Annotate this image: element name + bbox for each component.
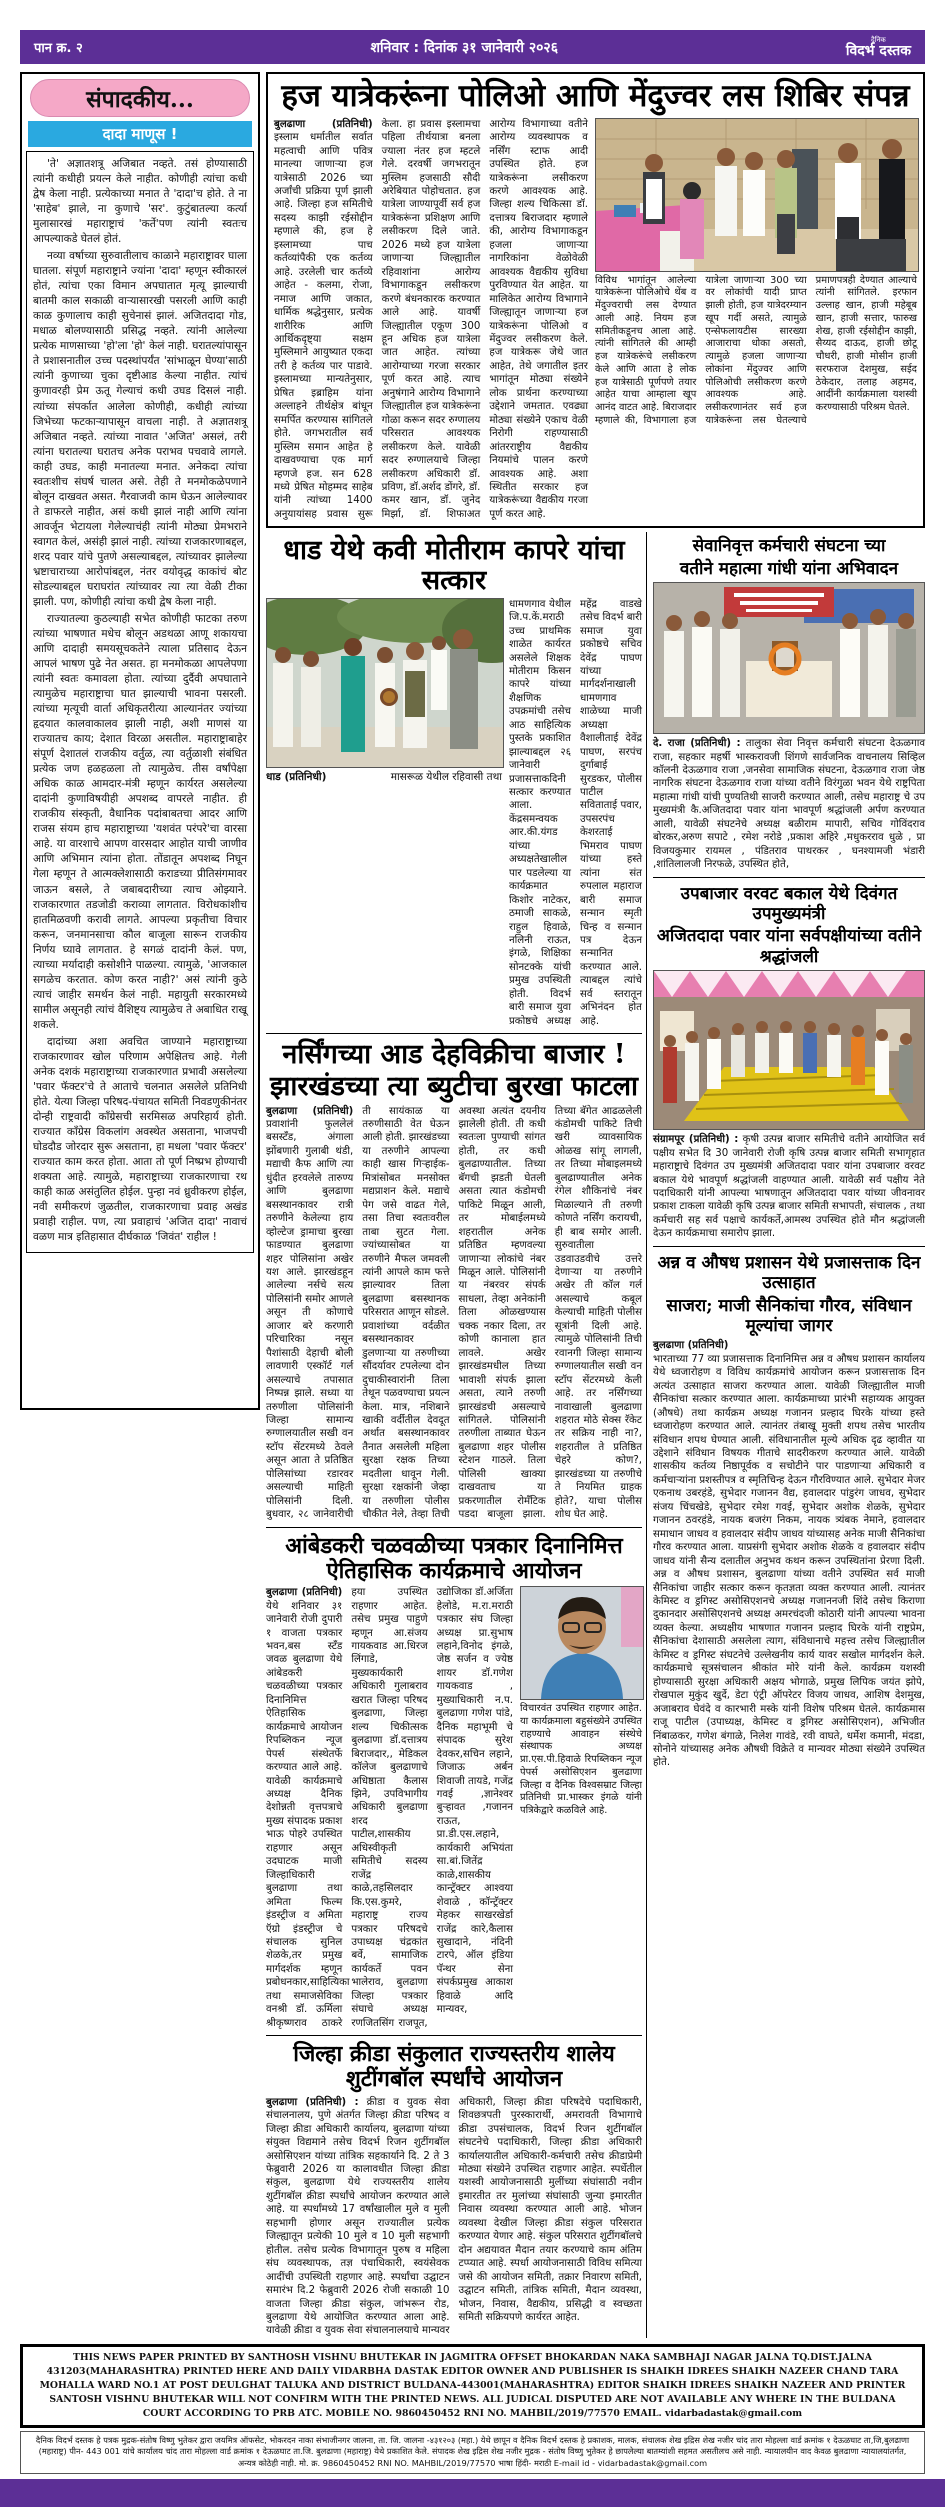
seva-dateline: दे. राजा (प्रतिनिधी) : <box>653 738 741 750</box>
page-header-bar <box>20 30 925 64</box>
photo-upbazar-tribute <box>653 970 925 1130</box>
masthead-daily-label: दैनिक <box>871 35 886 44</box>
haj-headline: हज यात्रेकरूंना पोलिओ आणि मेंदुज्वर लस शिबिर संपन्न <box>281 78 910 114</box>
photo-gandhi-abhivadan <box>653 582 925 734</box>
dhad-body-text: धामणगाव येथील जि.प.कें.मराठी उच्च प्राथमिक शाळेत कार्यरत असलेले शिक्षक मोतीराम किसन कापरे यांच्या शैक्षणिक उपक्रमांची तसेच आठ साहित्यिक पुस्तके प्रकाशित झाल्याबद्दल २६ जानेवारी प्रजासत्ताकदिनी सत्कार करण्यात आला. केंद्रसमन्वयक आर.की.यंगड यांच्या अध्यक्षतेखालील पार पडलेल्या या कार्यक्रमात किशोर नाटेकर, ठमाजी साकळे, राहुल हिवाळे, नलिनी राऊत, इंगळे, शिक्षिका सोनटक्के यांची प्रमुख उपस्थिती होती. विदर्भ बारी समाज युवा प्रकोष्ठचे अध्यक्ष महेंद्र वाडखे तसेच विदर्भ बारी समाज युवा प्रकोष्ठचे सचिव देवेंद्र पाघण यांच्या मार्गदर्शनाखाली धामणगाव शाळेच्या माजी अध्यक्षा वैशालीताई देवेंद्र पाघण, सरपंच दुर्गाबाई सुरडकर, पोलीस पाटील सविताताई पवार, उपसरपंच केशरताई भिमराव पाघण यांच्या हस्ते त्यांना संत रुपलाल महाराज बारी समाज सन्मान स्मृती चिन्ह व सन्मान पत्र देऊन सन्मानित करण्यात आले. त्याबद्दल त्यांचे सर्व स्तरातून अभिनंदन होत आहे. <box>509 598 642 1027</box>
haj-dateline: बुलढाणा (प्रतिनिधी) <box>274 118 373 130</box>
page-number: पान क्र. २ <box>34 41 83 56</box>
haj-photo-caption-text: विविध भागांतून आलेल्या यात्रेकरूंना पोलिओचे थेंब व मेंदुज्वराची लस देण्यात आली आहे. नियम हज समितीकडूनच आला आहे. त्यांनी सांगितले की आम्ही हज यात्रेकरूंचे लसीकरण केले आणि आता हे लोक हज यात्रेसाठी पूर्णपणे तयार आहेत याचा आम्हाला खूप आनंद वाटत आहे. बिराजदार म्हणाले की, विभागाला हज यात्रेला जाणाऱ्या 300 च्या वर लोकांची यादी प्राप्त झाली होती, हज यात्रेदरम्यान खूप गर्दी असते, त्यामुळे एन्सेफलायटीस सारख्या आजाराचा धोका असतो, त्यामुळे हजला जाणाऱ्या लोकांना मेंदुज्वर आणि पोलिओची लसीकरण करणे आवश्यक आहे. लसीकरणानंतर सर्व हज यात्रेकरूंना लस घेतल्याचे प्रमाणपत्रही देण्यात आल्याचे त्यांनी सांगितले. इरफान उल्लाह खान, हाजी महेबूब खान, हाजी सत्तार, फारुख शेख, हाजी रईसोद्दीन काझी, सैय्यद दाऊद, हाजी छोटू चौधरी, हाजी मोसीन हाजी सरफराज देशमुख, सईद ठेकेदार, तलाह अहमद, आदींनी कार्यक्रमाला यशस्वी करण्यासाठी परिश्रम घेतले. <box>595 274 917 426</box>
nursing-body <box>266 1105 642 1522</box>
editorial-column <box>20 72 260 1410</box>
article-haj-vaccination <box>266 72 925 528</box>
editorial-paragraph: 'ते' अज्ञातशत्रू अजिबात नव्हते. तसं होण्यासाठी त्यांनी कधीही प्रयत्न केले नाहीत. कोणीही त्यांचा कधी द्वेष केला नाही. प्रत्येकाच्या मनात ते 'दादा'च होते. ते ना 'साहेब' झाले, ना कुणाचे 'सर'. कुटुंबातल्या कर्त्या मुलासारखं महाराष्ट्राचं 'कर्ते'पण त्यांनी स्वतःच आपल्याकडे घेतलं होतं. <box>33 158 247 246</box>
editorial-paragraph: राज्यातल्या कुठल्याही सभेत कोणीही फाटका तरुण त्यांच्या भाषणात मधेच बोलून अडथळा आणू शकायचा आणि दादाही समयसूचकतेने त्याला प्रतिसाद देऊन आपलं भाषण पुढे नेत असत. हा मनमोकळा आपलेपणा त्यांनी स्वतः कमावला होता. त्यांच्या दुर्दैवी अपघाताने त्यामुळेच महाराष्ट्राचा घात झाल्याची भावना पसरली. त्यांच्या मृत्यूची वार्ता अधिकृतरीत्या आल्यानंतर ज्यांच्या हृदयात कालवाकालव झाली नाही, अशी माणसं या राज्यातच काय; देशात विरळा असतील. महाराष्ट्राबाहेर संपूर्ण देशातलं राजकीय वर्तुळ, त्या वर्तुळाशी संबंधित प्रत्येक जण हळहळला तो त्यामुळेच. तीस वर्षांपेक्षा अधिक काळ आमदार-मंत्री म्हणून कार्यरत असलेल्या दादांनी कुणाविषयीही अपशब्द वापरले नाहीत. ही राजकीय संस्कृती, वैधानिक पदांबाबतचा आदर आणि राजस संयम हाच महाराष्ट्राच्या 'यशवंत परंपरे'चा वारसा आहे. या वारशाचे आपण वारसदार आहोत याची जाणीव आणि अभिमान त्यांना होता. तोंडातून अपशब्द निघून गेला म्हणून ते आत्मक्लेशासाठी कराडच्या प्रीतिसंगमावर जाऊन बसले, ते जबाबदारीच्या त्याच ओझ्याने. राजकारणात तडजोडी कराव्या लागतात. विरोधकांशीच हातमिळवणी करावी लागते. आपल्या प्रकृतीचा विचार करून, जनमानसाचा कौल बाजूला सारून राजकीय निर्णय घ्यावे लागतात. हे सगळं दादांनी केलं. पण, त्याच्या मर्यादाही कसोशीने पाळल्या. त्यामुळे, 'आजकाल सगळेच करतात. कोण करत नाही?' असं त्यांनी कुठे त्याचं जाहीर समर्थन केलं नाही. महायुती सरकारमध्ये सामील असूनही त्यांचं वैशिष्ट्य त्यामुळेच ते अबाधित राखू शकले. <box>33 612 247 1031</box>
bottom-purple-bar <box>0 2479 945 2507</box>
editorial-body <box>26 151 254 1253</box>
photo-portrait-speaker <box>520 1586 644 1700</box>
anna-body-text: भारताच्या 77 व्या प्रजासत्ताक दिनानिमित्त अन्न व औषध प्रशासन कार्यालय येथे ध्वजारोहण व विविध कार्यक्रमांचे आयोजन करून प्रजासत्ताक दिन अत्यंत उत्साहात साजरा करण्यात आला. यावेळी जिल्ह्यातील माजी सैनिकांचा सत्कार करण्यात आला. कार्यक्रमाच्या प्रारंभी सहाय्यक आयुक्त (औषधे) तथा कार्यक्रम अध्यक्ष गजानन प्रल्हाद घिरके यांच्या हस्ते ध्वजारोहण करण्यात आले. त्यानंतर तंबाखू मुक्ती शपथ तसेच भारतीय संविधान शपथ घेण्यात आली. संविधानातील मूल्ये अधिक दृढ व्हावीत या उद्देशाने संविधान विषयक गीताचे सादरीकरण करण्यात आले. यावेळी शासकीय कर्तव्य निष्ठापूर्वक व सचोटीने पार पाडणाऱ्या अधिकारी व कर्मचाऱ्यांना प्रशस्तीपत्र व स्मृतिचिन्ह देऊन गौरविण्यात आले. सुभेदार मेजर एकनाथ उबरहंडे, सुभेदार गजानन वैद्य, हवालदार पांडुरंग जाधव, सुभेदार संजय चिंचखेडे, सुभेदार रमेश गवई, सुभेदार अशोक शेळके, सुभेदार गजानन ठवरहंडे, नायक बजरंग निकम, नायक त्र्यंबक नेमाने, हवालदार समाधान जाधव व हवालदार संदीप जाधव यांच्यासह अनेक माजी सैनिकांचा गौरव करण्यात आला. याप्रसंगी सुभेदार अशोक शेळके व हवालदार संदीप जाधव यांनी सैन्य दलातील अनुभव कथन करून उपस्थितांना प्रेरणा दिली. अन्न व औषध प्रशासन, बुलढाणा यांच्या वतीने उपस्थित सर्व माजी सैनिकांचा जाहीर सत्कार करून कृतज्ञता व्यक्त करण्यात आली. त्यानंतर केमिस्ट व ड्रगिस्ट असोसिएशनचे अध्यक्ष गजाननजी शिंदे तसेच किराणा दुकानदार असोसिएशनचे अध्यक्ष अमरचंदजी कोठारी यांनी आपल्या भावना व्यक्त केल्या. अध्यक्षीय भाषणात गजानन प्रल्हाद घिरके यांनी राष्ट्रप्रेम, सैनिकांचा देशासाठी असलेला त्याग, संविधानाचे महत्त्व तसेच जिल्ह्यातील केमिस्ट व ड्रगिस्ट संघटनेचे उल्लेखनीय कार्य यावर सखोल मार्गदर्शन केले. कार्यक्रमाचे सूत्रसंचालन श्रीकांत मोरे यांनी केले. कार्यक्रम यशस्वी होण्यासाठी सुरक्षा अधिकारी अक्षय भोगाळे, प्रमुख लिपिक जयंत झोपे, रोखपाल मुकुंद खुर्दे, डेटा एंट्री ऑपरेटर विजय जाधव, आशिष देशमुख, अजाबराव घेवंदे व कारभारी मस्के यांनी विशेष परिश्रम घेतले. कार्यक्रमास राजू पाटील (उपाध्यक्ष, केमिस्ट व ड्रगिस्ट असोसिएशन), अभिजीत निंबाळकर, गणेश बंगाळे, निलेश गावंडे, रवी वाघते, धर्मेश कमानी, मंदडा, सोनोने यांच्यासह अनेक औषधी विक्रेते व मान्यवर मोठ्या संख्येने उपस्थित होते. <box>653 1353 925 1769</box>
krida-body <box>266 2096 642 2338</box>
editorial-title: दादा माणूस ! <box>28 121 252 147</box>
upbazar-body <box>653 1133 925 1241</box>
editorial-paragraph: नव्या वर्षाच्या सुरुवातीलाच काळाने महाराष्ट्रावर घाला घातला. संपूर्ण महाराष्ट्राने ज्यांना 'दादा' म्हणून स्वीकारलं होतं, त्यांचा एका विमान अपघातात मृत्यू झाल्याची बातमी काल सकाळी वाऱ्यासारखी पसरली आणि काही काळ कुणालाच काही सुचेनासं झालं. अजितदादा गोड, मधाळ बोलण्यासाठी प्रसिद्ध नव्हते. त्यांनी आलेल्या प्रत्येक माणसाच्या 'हो'ला 'हो' केलं नाही. घरातल्यांपासून ते प्रशासनातील उच्च पदस्थांपर्यंत 'सांभाळून घेण्या'साठी त्यांनी कुणाच्या चुका दृष्टीआड केल्या नाहीत. त्यांचं कुणावरही प्रेम ऊतू गेल्याचं कधी उघड दिसलं नाही. त्यांच्या संपर्कात आलेला कोणीही, कधीही त्यांच्या जिभेच्या फटकाऱ्यापासून वाचला नाही. ते अज्ञातशत्रू अजिबात नव्हते. त्यांच्या नावात 'अजित' असलं, तरी त्यांना घरातल्या घरातच अनेक पराभव पचवावे लागले. काही उघड, काही मनातल्या मनात. अनेकदा त्यांचा स्वतःशीच संघर्ष चालत असे. तेही ते मनमोकळेपणाने बोलून दाखवत असत. गैरवाजवी काम घेऊन आलेल्यावर ते डाफरले नाहीत, असं कधी झालं नाही आणि त्यांना आवर्जून भेटायला गेलेल्याचंही त्यांनी मोठ्या प्रेमभराने स्वागत केलं, असंही झालं नाही. त्यांच्या राजकारणाबद्दल, शरद पवार यांचे पुतणे असल्याबद्दल, त्यांच्यावर झालेल्या भ्रष्टाचाराच्या आरोपांबद्दल, नंतर वयोवृद्ध काकांचं बोट सोडल्याबद्दल घराघरांत त्यांच्यावर त्या त्या वेळी टीका झाली. पण, कोणीही त्यांचा कधी द्वेष केला नाही. <box>33 250 247 608</box>
anna-body <box>653 1339 925 1770</box>
article-shootingball <box>266 2035 642 2338</box>
dhad-caption-right: मासरूळ येथील रहिवासी तथा <box>390 770 502 783</box>
ambedkari-photo-caption: विचारवंत उपस्थित राहणार आहेत. या कार्यक्रमाला बहुसंख्येने उपस्थित राहण्याचे आवाहन संस्थेचे संस्थापक अध्यक्ष प्रा.एस.पी.हिवाळे रिपब्लिकन न्यूज पेपर्स असोसिएशन बुलढाणा जिल्हा व दैनिक विश्वसम्राट जिल्हा प्रतिनिधी प्रा.भास्कर इंगळे यांनी पत्रिकेद्वारे कळविले आहे. <box>520 1703 642 1817</box>
article-nursing-racket <box>266 1033 642 1521</box>
seva-body <box>653 737 925 872</box>
haj-body-columns <box>274 118 588 522</box>
ambedkari-body <box>266 1586 513 2030</box>
article-seva-nivrutta <box>653 536 925 871</box>
ambedkari-dateline: बुलढाणा (प्रतिनिधी) <box>266 1587 343 1599</box>
dhad-headline: धाड येथे कवी मोतीराम कापरे यांचा सत्कार <box>283 535 625 596</box>
masthead <box>846 37 911 58</box>
nursing-dateline: बुलढाणा (प्रतिनिधी) <box>266 1105 354 1117</box>
krida-headline: जिल्हा क्रीडा संकुलात राज्यस्तरीय शालेय शुटींगबॉल स्पर्धांचे आयोजन <box>293 2041 615 2093</box>
seva-headline-1: सेवानिवृत्त कर्मचारी संघटना च्या <box>692 536 886 557</box>
edition-date: शनिवार : दिनांक ३१ जानेवारी २०२६ <box>370 39 558 56</box>
editorial-paragraph: दादांच्या अशा अवचित जाण्याने महाराष्ट्राच्या राजकारणावर खोल परिणाम अपेक्षितच आहे. गेली अनेक दशकं महाराष्ट्राच्या राजकारणात प्रभावी असलेल्या 'पवार फॅक्टर'चे ते आताचे चलनात असलेले प्रतिनिधी होते. येत्या जिल्हा परिषद-पंचायत समिती निवडणुकीनंतर दोन्ही राष्ट्रवादी काँग्रेसची सरमिसळ अपरिहार्य होती. राज्यात काँग्रेस विकलांग अवस्थेत असताना, भाजपची घोडदौड जोरदार सुरू असताना, हा मधला 'पवार फॅक्टर' राज्यात काम करत होता. आता तो पूर्ण निष्प्रभ होण्याची शक्यता आहे. त्यामुळे, महाराष्ट्राच्या राजकारणाचा रथ काही काळ असंतुलित होईल. पुन्हा नवं ध्रुवीकरण होईल, नवी समीकरणं जुळतील, राजकारणाचा प्रवाह अखंड प्रवाही राहील. पण, त्या प्रवाहाचं 'अजित दादा' नावाचं वळण मात्र इतिहासात दीर्घकाळ 'जिवंत' राहील ! <box>33 1035 247 1244</box>
ambedkari-body-text: येथे शनिवार ३१ जानेवारी रोजी दुपारी १ वाजता पत्रकार भवन,बस स्टँड जवळ बुलढाणा येथे आंबेडकरी चळवळीच्या पत्रकार दिनानिमित्त ऐतिहासिक कार्यक्रमाचे आयोजन रिपब्लिकन न्यूज पेपर्स संस्थेतर्फे करण्यात आले आहे. यावेळी कार्यक्रमाचे अध्यक्ष दैनिक देशोन्नती वृत्तपत्राचे मुख्य संपादक प्रकाश भाऊ पोहरे उपस्थित राहणार असून उदघाटक माजी जिल्हाधिकारी बुलढाणा तथा अमिता फिल्म इंडस्ट्रीज व अमिता ऍग्रो इंडस्ट्रीज चे संचालक सुनिल शेळके,तर प्रमुख मार्गदर्शक म्हणून प्रबोधनकार,साहित्यिका तथा समाजसेविका वनश्री डॉ. ऊर्मिला श्रीकृष्णराव ठाकरे हया उपस्थित राहणार आहेत. तसेच प्रमुख पाहुणे म्हणून आ.संजय गायकवाड आ.धिरज लिंगाडे, मुख्यकार्यकारी अधिकारी गुलाबराव खरात जिल्हा परिषद बुलढाणा, जिल्हा शल्य चिकीत्सक बुलढाणा डॉ.दत्तात्रय बिराजदार,, मेडिकल कॉलेज बुलढाणाचे अधिष्ठाता कैलास झिने, उपविभागीय अधिकारी बुलढाणा शरद पाटील,शासकीय अधिस्वीकृती समितीचे सदस्य राजेंद्र काळे,तहसिलदार कि.एस.कुमरे, महाराष्ट्र राज्य पत्रकार परिषदचे उपाध्यक्ष चंद्रकांत बर्वे, सामाजिक कार्यकर्ते पवन भालेराव, बुलढाणा जिल्हा पत्रकार संघाचे अध्यक्ष रणजितसिंग राजपूत, उद्योजिका डॉ.अर्जिता हेलोडे, म.रा.मराठी पत्रकार संघ जिल्हा अध्यक्ष प्रा.सुभाष लहाने,विनोद इंगळे, जेष्ठ सर्जन व ज्येष्ठ शायर डॉ.गणेश गायकवाड , मुख्याधिकारी न.प. बुलढाणा गणेश पांडे, दैनिक महाभूमी चे संपादक सुरेश देवकर,सचिन लहाने, जिजाऊ अर्बन शिवाजी तायडे, गजेंद्र गवई ,ज्ञानेश्वर बुऱ्हावत ,गजानन राऊत, प्रा.डी.एस.लहाने, कार्यकारी अभियंता सा.बां.जितेंद्र काळे,शासकीय कान्ट्रॅक्टर आश्वया शेवाळे , कॉन्ट्रॅक्टर मेहकर साखरखेर्डा राजेंद्र कारे,कैलास सुखादाने, नंदिनी टारपे, ऑल इंडिया पॅन्थर सेना संपर्कप्रमुख आकाश हिवाळे आदि मान्यवर, <box>266 1587 513 2029</box>
photo-haj-vaccination-camp <box>595 118 919 272</box>
seva-body-text: तालुका सेवा निवृत्त कर्मचारी संघटना देऊळगाव राजा, सहकार महर्षी भास्करावजी शिंगणे सार्वजनिक वाचनालय सिव्हिल कॉलनी देऊळगाव राजा ,जनसेवा सामाजिक संघटना, देऊळगाव राजा जेष्ठ नागरिक संघटना देऊळगाव राजा यांच्या वतीने विरंगुळा भवन येथे राष्ट्रपिता महात्मा गांधी यांची पुण्यतिथी साजरी करण्यात आली, तसेच महाराष्ट्र चे उप मुख्यमंत्री कै.अजितदादा पवार यांना भावपूर्ण श्रद्धांजली अर्पण करण्यात आली, यावेळी संघटनेचे अध्यक्ष बळीराम मापारी, सचिव गोविंदराव बोरकर,अरुण सपाटे , रमेश नरोडे ,प्रकाश अहिरे ,मधुकरराव धुळे , प्रा विजयकुमार रायमल , पंडितराव पाथरकर , घनश्यामजी भंडारी ,शांतिलालजी निरफळे, उपस्थित होते, <box>653 738 926 871</box>
upbazar-headline-1: उपबाजार वरवट बकाल येथे दिवंगत उपमुख्यमंत्री <box>680 883 898 925</box>
haj-body-text: इस्लाम धर्मातील सर्वात महत्वाची आणि पवित्र मानल्या जाणाऱ्या हज यात्रेसाठी 2026 च्या अर्जांची प्रक्रिया पूर्ण झाली आहे. जिल्हा हज समितीचे सदस्य काझी रईसोद्दीन म्हणाले की, हज हे इस्लामच्या पाच कर्तव्यांपैकी एक कर्तव्य आहे. उरलेली चार कर्तव्ये आहेत - कलमा, रोजा, नमाज आणि जकात, धार्मिक श्रद्धेनुसार, प्रत्येक शारीरिक आणि आर्थिकदृष्ट्या सक्षम मुस्लिमाने आयुष्यात एकदा तरी हे कर्तव्य पार पाडावे. इस्लामच्या मान्यतेनुसार, प्रेषित इब्राहिम यांना अल्लाहने तीर्थक्षेत्र बांधून समर्पित करण्यास सांगितले होते. जगभरातील सर्व मुस्लिम समान आहेत हे दाखवण्याचा एक मार्ग म्हणजे हज. सन 628 मध्ये प्रेषित मोहम्मद साहेब यांनी त्यांच्या 1400 अनुयायांसह प्रवास सुरू केला. हा प्रवास इस्लामचा पहिला तीर्थयात्रा बनला ज्याला नंतर हज म्हटले गेले. दरवर्षी जगभरातून मुस्लिम हजसाठी सौदी अरेबियात पोहोचतात. हज यात्रेला जाण्यापूर्वी सर्व हज यात्रेकरूंना प्रशिक्षण आणि लसीकरण दिले जाते. 2026 मध्ये हज यात्रेला जाणाऱ्या जिल्ह्यातील रहिवाशांना आरोग्य विभागाकडून लसीकरण करणे बंधनकारक करण्यात आले आहे. यावर्षी जिल्ह्यातील एकूण 300 हून अधिक हज यात्रेला जात आहेत. त्यांच्या आरोग्याच्या गरजा सरकार पूर्ण करत आहे. त्याच अनुषंगाने आरोग्य विभागाने जिल्ह्यातील हज यात्रेकरूंना गोळा करून सदर रुग्णालय परिसरात आवश्यक लसीकरण केले. यावेळी सदर रुग्णालयाचे जिल्हा लसीकरण अधिकारी डॉ. प्रविण, डॉ.अर्शद डोंगरे, डॉ. कमर खान, डॉ. जुनेद मिर्झा, डॉ. शिफाअत आरोग्य विभागाच्या वतीने आरोग्य व्यवस्थापक व नर्सिंग स्टाफ आदी उपस्थित होते. हज यात्रेकरूंना लसीकरण करणे आवश्यक आहे. जिल्हा शल्य चिकित्सा डॉ. दत्तात्रय बिराजदार म्हणाले की, आरोग्य विभागाकडून हजला जाणाऱ्या नागरिकांना वेळोवेळी आवश्यक वैद्यकीय सुविधा पुरविण्यात येत आहेत. या मालिकेत आरोग्य विभागाने जिल्ह्यातून जाणाऱ्या हज यात्रेकरूंना पोलिओ व मेंदुज्वर लसीकरण केले. हज यात्रेकरू जेथे जात आहेत, तेथे जगातील इतर भागांतून मोठ्या संख्येने लोक प्रार्थना करण्याच्या उद्देशाने जमतात. एवढ्या मोठ्या संख्येने एकाच वेळी निरोगी राहण्यासाठी आंतरराष्ट्रीय वैद्यकीय नियमांचे पालन करणे आवश्यक आहे. अशा स्थितीत सरकार हज यात्रेकरूंच्या वैद्यकीय गरजा पूर्ण करत आहे. <box>274 118 588 520</box>
dhad-body <box>509 598 642 1029</box>
nursing-body-text: प्रवाशांनी फुललेलं बसस्टँड, अंगाला झोंबणारी गुलाबी थंडी, मद्याची कैफ आणि त्या धुंदीत हरवलेले तारुण्य आणि बुलढाणा बसस्थानकावर रात्री तरुणीने केलेल्या हाय व्होल्टेज ड्रामाचा बुरखा फाडण्यात बुलढाणा शहर पोलिसांना अखेर यश आले. झारखंडहून आलेल्या नर्सचे सत्य पोलिसांनी समोर आणले असून ती कोणाचे आजार बरे करणारी परिचारिका नसून पैशांसाठी देहाची बोली लावणारी एस्कॉर्ट गर्ल असल्याचे तपासात निष्पन्न झाले. सध्या या तरुणीला पोलिसांनी जिल्हा सामान्य रुग्णालयातील सखी वन स्टॉप सेंटरमध्ये ठेवले असून आता ते प्रतिष्ठित पोलिसांच्या रडारवर असल्याची माहिती पोलिसांनी दिली. बुधवार, २८ जानेवारीची ती सायंकाळ या तरुणीसाठी वेत घेऊन आली होती. झारखंडच्या या तरुणीने आपल्या काही खास गिऱ्हाईक-मित्रांसोबत मनसोक्त मद्यप्राशन केले. मद्याचे पेग जसे वाढत गेले, तसा तिचा स्वतःवरील ताबा सुटत गेला. ज्यांच्यासोबत या तरुणीने मैफल जमवली त्यांनी आपले काम फत्ते झाल्यावर तिला बुलढाणा बसस्थानक परिसरात आणून सोडले. प्रवाशांच्या वर्दळीत बसस्थानकावर डुलणाऱ्या या तरुणीच्या सौंदर्यावर टपलेल्या दोन दुचाकीस्वारांनी तिला तेथून पळवण्याचा प्रयत्न केला. मात्र, नशिबाने खाकी वर्दीतील देवदूत अर्थात बसस्थानकावर तैनात असलेली महिला सुरक्षा रक्षक तिच्या मदतीला धावून गेली. सुरक्षा रक्षकांनी जेव्हा या तरुणीला पोलीस चौकीत नेले, तेव्हा तिची अवस्था अत्यंत दयनीय झालेली होती. ती कधी स्वतःला पुण्याची सांगत होती, तर कधी बुलढाण्यातील. तिच्या बॅगची झडती घेतली असता त्यात कंडोमची पाकिटे मिळून आली, तर मोबाईलमध्ये शहरातील अनेक प्रतिष्ठित म्हणवल्या जाणाऱ्या लोकांचे नंबर मिळून आले. पोलिसांनी या नंबरवर संपर्क साधला, तेव्हा अनेकांनी तिला ओळखण्यास चक्क नकार दिला, तर कोणी कानाला हात लावले. अखेर झारखंडमधील तिच्या भावाशी संपर्क झाला असता, त्याने तरुणी झारखंडची असल्याचे सांगितले. पोलिसांनी तरुणीला ताब्यात घेऊन बुलढाणा शहर पोलीस स्टेशन गाठले. तिला पोलिसी खाक्या दाखवताच या प्रकरणातील रोमँटिक पडदा बाजूला झाला. तिच्या बॅगेत आढळलेली कंडोमची पाकिटे तिची खरी व्यावसायिक ओळख सांगू लागली, तर तिच्या मोबाइलमध्ये बुलढाण्यातील अनेक रंगेल शौकिनांचे नंबर मिळाल्याने ती तरुणी कोणते नर्सिंग करायची, ही बाब समोर आली. सुरुवातीला उडवाउडवीचे उत्तरे देणाऱ्या या तरुणीने अखेर ती कॉल गर्ल असल्याचे कबूल केल्याची माहिती पोलीस सूत्रांनी दिली आहे. त्यामुळे पोलिसांनी तिची रवानगी जिल्हा सामान्य रुग्णालयातील सखी वन स्टॉप सेंटरमध्ये केली आहे. तर नर्सिंगच्या नावाखाली बुलढाणा शहरात मोठे सेक्स रॅकेट तर सक्रिय नाही ना?, शहरातील ते प्रतिष्ठित चेहरे कोण?, झारखंडच्या या तरुणीचे ते नियमित ग्राहक होते?, याचा पोलीस शोध घेत आहे. <box>266 1105 642 1521</box>
nursing-headline-1: नर्सिंगच्या आड देहविक्रीचा बाजार ! <box>282 1039 626 1071</box>
anna-headline-2: साजरा; माजी सैनिकांचा गौरव, संविधान मूल्यांचा जागर <box>666 1295 912 1336</box>
nursing-headline-2: झारखंडच्या त्या ब्युटीचा बुरखा फाटला <box>269 1070 639 1102</box>
anna-dateline: बुलढाणा (प्रतिनिधी) <box>653 1340 729 1352</box>
upbazar-headline-2: अजितदादा पवार यांना सर्वपक्षीयांच्या वतीने श्रद्धांजली <box>656 926 922 967</box>
ambedkari-headline: आंबेडकरी चळवळीच्या पत्रकार दिनानिमित्त ऐतिहासिक कार्यक्रमाचे आयोजन <box>285 1532 623 1584</box>
seva-headline-2: वतीने महात्मा गांधी यांना अभिवादन <box>679 558 899 579</box>
editorial-label: संपादकीय... <box>30 79 250 117</box>
photo-dhad-felicitation <box>266 598 504 768</box>
upbazar-dateline: संग्रामपूर (प्रतिनिधी) : <box>653 1134 739 1146</box>
imprint-english: THIS NEWS PAPER PRINTED BY SANTHOSH VISHNU BHUTEKAR IN JAGMITRA OFFSET BHOKARDAN NAKA SAMBHAJI NAGAR JALNA TQ.DIST.JALNA 431203(MAHARASHTRA) PRINTED HERE AND DAILY VIDARBHA DASTAK EDITOR OWNER AND PUBLISHER IS SHAIKH IDREES SHAIKH NAZEER CHAND TARA MOHALLA WARD NO.1 AT POST DEULGHAT TALUKA AND DISTRICT BULDANA-443001(MAHARASHTRA) EDITOR SHAIKH IDREES SHAIKH NAZEER AND PRINTER SANTOSH VISHNU BHUTEKAR WILL NOT CONFIRM WITH THE PRINTED NEWS. ALL JUDICAL DISPUTED ARE NOT AVAILABLE ANY WHERE IN THE BULDANA COURT ACCORDING TO PRB ATC. MOBILE NO. 9860450452 RNI NO. MAHBIL/2019/77570 EMAIL. vidarbadastak@gmail.com <box>20 2344 925 2428</box>
krida-dateline: बुलढाणा (प्रतिनिधी) : <box>266 2096 359 2108</box>
imprint-marathi: दैनिक विदर्भ दस्तक हे पत्रक मुद्रक-संतोष विष्णु भुतेकर द्वारा जयमित्र ऑफसेट, भोकरदन नाका संभाजीनगर जालना, ता. जि. जालना -४३१२०३ (महा.) येथे छापून व दैनिक विदर्भ दस्तक हे प्रकाशक, मालक, संचालक शेख इद्रिस शेख नजीर चांद तारा मोहल्ला वार्ड क्रमांक १ देऊळघाट ता,जि,बुलढाणा (महाराष्ट्र) पीन- 443 001 यांचे कार्यालय चांद तारा मोहल्ला वार्ड क्रमांक १ देऊळघाट ता.जि. बुलढाणा (महाराष्ट्र) येथे प्रकाशित केले. संपादक शेख इद्रिस शेख नजीर मुद्रक - संतोष विष्णु भुतेकर हे छापलेल्या बातम्यांशी सहमत असतीलच असे नाही. न्यायालयीन वाद केवळ बुलढाणा न्यायालयांतर्गत, अन्यत्र कोठेही नाही. मो. क्र. 9860450452 RNI NO. MAHBIL/2019/77570 भाषा हिंदी- मराठी E-mail id - vidarbadastak@gmail.com <box>20 2431 925 2475</box>
article-dhad-satkar <box>266 536 642 1028</box>
krida-body-text: क्रीडा व युवक सेवा संचालनालय, पुणे अंतर्गत जिल्हा क्रीडा परिषद व जिल्हा क्रीडा अधिकारी कार्यालय, बुलढाणा यांच्या संयुक्त विद्यमाने तसेच विदर्भ रिजन शुटींगबॉल असोसिएशन यांच्या तांत्रिक सहकार्याने दि. 2 ते 3 फेब्रुवारी 2026 या कालावधीत जिल्हा क्रीडा संकुल, बुलढाणा येथे राज्यस्तरीय शालेय शुटींगबॉल क्रीडा स्पर्धांचे आयोजन करण्यात आले आहे. या स्पर्धांमध्ये 17 वर्षांखालील मुले व मुली सहभागी होणार असून राज्यातील प्रत्येक जिल्ह्यातून प्रत्येकी 10 मुले व 10 मुली सहभागी होतील. तसेच प्रत्येक विभागातून पुरुष व महिला संघ व्यवस्थापक, तज्ञ पंचाधिकारी, स्वयंसेवक आदींची उपस्थिती राहणार आहे. स्पर्धांचा उद्घाटन समारंभ दि.2 फेब्रुवारी 2026 रोजी सकाळी 10 वाजता जिल्हा क्रीडा संकुल, जांभरून रोड, बुलढाणा येथे आयोजित करण्यात आला आहे. यावेळी क्रीडा व युवक सेवा संचालनालयाचे मान्यवर अधिकारी, जिल्हा क्रीडा परिषदेचे पदाधिकारी, शिवछत्रपती पुरस्कारार्थी, अमरावती विभागाचे क्रीडा उपसंचालक, विदर्भ रिजन शुटींगबॉल संघटनेचे पदाधिकारी, जिल्हा क्रीडा अधिकारी कार्यालयातील अधिकारी-कर्मचारी तसेच क्रीडाप्रेमी मोठ्या संख्येने उपस्थित राहणार आहेत. स्पर्धेतील यशस्वी आयोजनासाठी मुलींच्या संघांसाठी नवीन इमारतीत तर मुलांच्या संघांसाठी जुन्या इमारतीत निवास व्यवस्था करण्यात आली आहे. भोजन व्यवस्था देखील जिल्हा क्रीडा संकुल परिसरात करण्यात येणार आहे. संकुल परिसरात शुटींगबॉलचे दोन अद्ययावत मैदान तयार करण्याचे काम अंतिम टप्प्यात आहे. स्पर्धा आयोजनासाठी विविध समित्या जसे की आयोजन समिती, तक्रार निवारण समिती, उद्घाटन समिती, तांत्रिक समिती, मैदान व्यवस्था, भोजन, निवास, वैद्यकीय, प्रसिद्धी व स्वच्छता समिती सक्रियपणे कार्यरत आहेत. <box>266 2096 642 2337</box>
masthead-title: विदर्भ दस्तक <box>845 42 911 59</box>
anna-headline-1: अन्न व औषध प्रशासन येथे प्रजासत्ताक दिन उत्साहात <box>657 1252 921 1294</box>
dhad-caption-left: धाड (प्रतिनिधी) <box>266 770 327 783</box>
article-upbazar-shraddhanjali <box>653 877 925 1241</box>
article-anna-aushadh-prajasattak <box>653 1246 925 1770</box>
upbazar-body-text: कृषी उत्पन्न बाजार समितीचे वतीने आयोजित सर्व पक्षीय सभेत दि 30 जानेवारी रोजी कृषि उत्पन्न बाजार समिती सभागृहात महाराष्ट्राचे दिवंगत उप मुख्यमंत्री अजितदादा पवार यांना उपबाजार वरवट बकाल येथे भावपूर्ण श्रद्धांजली वाहण्यात आली. यावेळी सर्व पक्षीय नेते पदाधिकारी यांनी आपल्या भाषणातून अजितदादा पवार यांच्या जीवनावर प्रकाश टाकला यावेळी कृषि उत्पन्न बाजार समिती सभापती, संचालक , तथा कर्मचारी सह सर्व पक्षाचे कार्यकर्ते,आमस्थ उपस्थित होते मौन श्रद्धांजली देऊन कार्यक्रमाचा समारोप झाला. <box>653 1134 925 1240</box>
article-ambedkari-patrakar-din <box>266 1527 642 2031</box>
